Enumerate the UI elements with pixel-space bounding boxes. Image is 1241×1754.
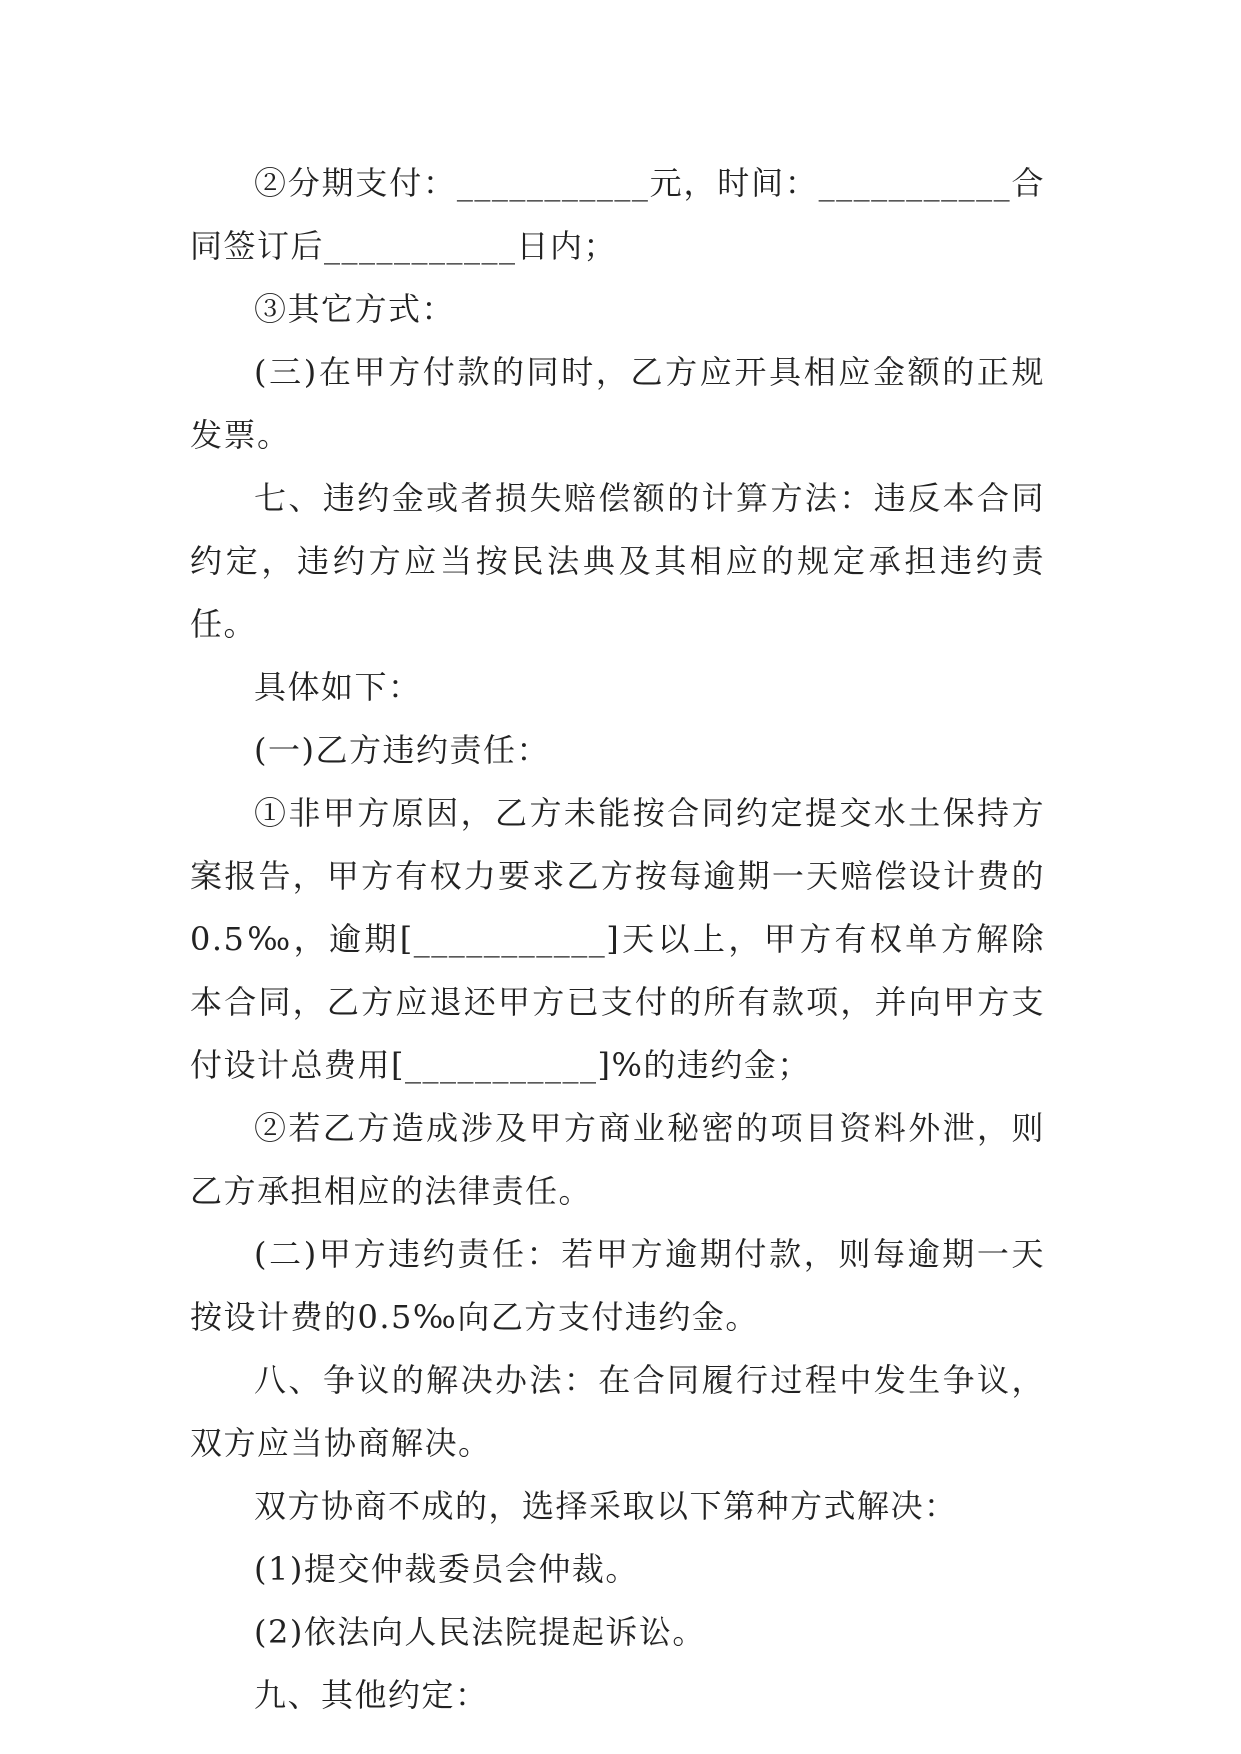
heading-party-b-liability: (一)乙方违约责任： (254, 731, 550, 769)
paragraph-arbitration-option: (1)提交仲裁委员会仲裁。 (254, 1550, 639, 1588)
paragraph-installment-payment: ②分期支付：___________元，时间：___________合同签订后___________日内； (190, 164, 1045, 265)
paragraph-dispute-options-intro: 双方协商不成的，选择采取以下第种方式解决： (254, 1487, 958, 1525)
paragraph-party-b-secrets: ②若乙方造成涉及甲方商业秘密的项目资料外泄，则乙方承担相应的法律责任。 (190, 1109, 1045, 1210)
heading-other-agreements: 九、其他约定： (254, 1676, 489, 1714)
document-body (190, 152, 1045, 1727)
paragraph-invoice: (三)在甲方付款的同时，乙方应开具相应金额的正规发票。 (190, 353, 1045, 454)
paragraph-litigation-option: (2)依法向人民法院提起诉讼。 (254, 1613, 706, 1651)
paragraph-penalty-calculation: 七、违约金或者损失赔偿额的计算方法：违反本合同约定，违约方应当按民法典及其相应的规定承担违约责任。 (190, 479, 1045, 643)
paragraph-dispute-resolution: 八、争议的解决办法：在合同履行过程中发生争议，双方应当协商解决。 (190, 1361, 1045, 1462)
paragraph-party-a-liability: (二)甲方违约责任：若甲方逾期付款，则每逾期一天按设计费的0.5‰向乙方支付违约金。 (190, 1235, 1045, 1336)
paragraph-details-intro: 具体如下： (254, 668, 422, 706)
paragraph-party-b-delay: ①非甲方原因，乙方未能按合同约定提交水土保持方案报告，甲方有权力要求乙方按每逾期一天赔偿设计费的0.5‰，逾期[___________]天以上，甲方有权单方解除本合同，乙方应退还甲方已支付的所有款项，并向甲方支付设计总费用[___________]%的违约金； (190, 794, 1045, 1084)
paragraph-other-method: ③其它方式： (254, 290, 456, 328)
